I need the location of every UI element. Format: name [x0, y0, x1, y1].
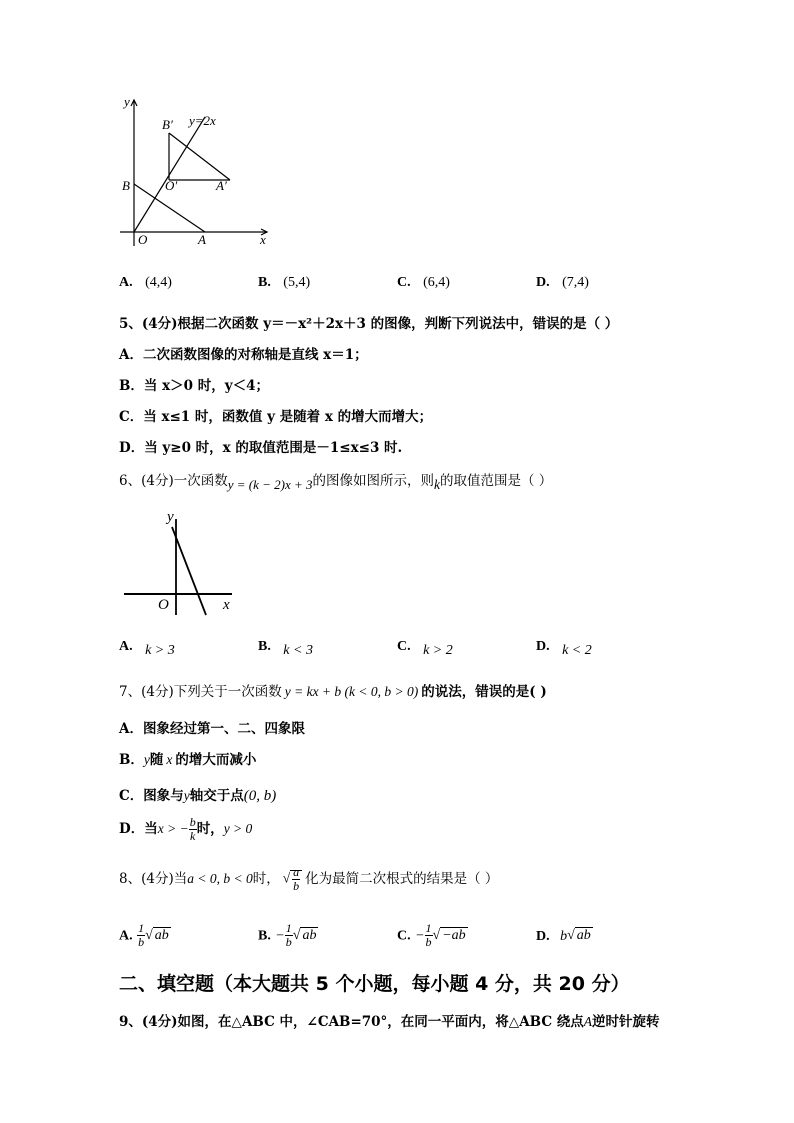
q7-option-d-den: k: [190, 829, 196, 843]
q7-option-d-num: b: [189, 815, 196, 829]
fig4-label-x: x: [260, 232, 266, 247]
q7-stem-prefix: 7、(4分)下列关于一次函数: [119, 684, 282, 700]
q5-option-a: A．二次函数图像的对称轴是直线 x＝1；: [119, 347, 368, 363]
q7-option-d-fraction: [189, 816, 197, 843]
option-label: B.: [258, 639, 271, 654]
q7-option-a: A．图象经过第一、二、四象限: [119, 721, 305, 737]
q5-option-d: D．当 y≥0 时，x 的取值范围是－1≤x≤3 时.: [119, 440, 403, 456]
q9-stem-suffix: 逆时针旋转: [592, 1014, 660, 1030]
q7-option-b-suffix: 的增大而减小: [175, 752, 257, 768]
q7-option-b-label: B．: [119, 752, 144, 768]
q6-stem-mid: 的图像如图所示，则: [312, 473, 435, 489]
fig4-label-B: B: [122, 178, 130, 193]
q4-option-b: [258, 274, 310, 291]
q6-option-c: [397, 638, 453, 658]
option-sign: −: [415, 928, 425, 944]
option-fraction: [425, 922, 433, 949]
q5-option-b: B．当 x＞0 时，y＜4；: [119, 378, 269, 394]
option-fraction: [137, 922, 145, 949]
option-value: k > 3: [145, 643, 175, 658]
fig4-label-O: O: [138, 232, 148, 247]
q7-option-c-point: (0, b): [243, 788, 277, 804]
q4-figure: [112, 92, 277, 252]
q7-option-d-x: x > −: [157, 821, 189, 836]
option-label: C.: [397, 275, 411, 290]
fig4-segment-B'A': [169, 133, 230, 180]
q7-option-c-mid: 轴交于点: [189, 788, 244, 804]
q8-rad-den: b: [293, 879, 300, 893]
q6-option-a: [119, 638, 175, 658]
option-label: A.: [119, 639, 133, 654]
q6-formula: y = (k − 2)x + 3: [227, 477, 313, 492]
q6-stem: [119, 469, 553, 492]
q6-option-d: [536, 638, 592, 658]
q9-stem: [119, 1010, 660, 1030]
option-value: (4,4): [145, 275, 172, 290]
q6-stem-prefix: 6、(4分)一次函数: [119, 473, 228, 489]
fig4-label-line: y=2x: [189, 113, 216, 128]
q4-option-d: [536, 274, 589, 291]
q8-option-d: [536, 928, 593, 945]
option-value: (6,4): [423, 275, 450, 290]
q8-stem-suffix: 化为最简二次根式的结果是（ ）: [305, 871, 499, 887]
fig4-label-Bprime: B′: [162, 117, 173, 132]
fig4-label-Aprime: A′: [216, 178, 227, 193]
option-value: k < 2: [562, 643, 592, 658]
option-radical: √ ab: [567, 928, 591, 943]
fig6-line: [172, 527, 206, 615]
fig4-label-y: y: [124, 94, 130, 109]
q7-option-c: [119, 784, 276, 805]
option-radicand: −ab: [442, 927, 466, 943]
option-label: A.: [119, 928, 133, 944]
option-value: k < 3: [283, 643, 313, 658]
q8-rad-fraction: [292, 866, 300, 893]
option-label: D.: [536, 929, 550, 944]
q9-point: A: [583, 1014, 593, 1029]
option-label: D.: [536, 275, 550, 290]
option-fraction: [285, 922, 293, 949]
option-value: (7,4): [562, 275, 589, 290]
option-radicand: ab: [576, 928, 591, 943]
q7-option-d-cond: y > 0: [223, 821, 253, 836]
option-num: 1: [285, 921, 292, 935]
option-label: C.: [397, 639, 411, 654]
q6-option-b: [258, 638, 313, 658]
q8-option-a: [119, 922, 171, 949]
q7-option-c-y: y: [183, 788, 190, 803]
option-value: (5,4): [283, 275, 311, 290]
q6-k: k: [434, 477, 441, 492]
q7-stem-suffix: 的说法，错误的是( ): [421, 684, 547, 700]
option-den: b: [285, 935, 292, 949]
option-radical: √ −ab: [432, 927, 466, 943]
option-label: B.: [258, 928, 271, 944]
q7-formula: y = kx + b (k < 0, b > 0): [284, 684, 419, 699]
q8-rad-num: a: [293, 865, 300, 879]
q7-option-b-mid: 随: [149, 752, 164, 768]
q5-option-c: C．当 x≤1 时，函数值 y 是随着 x 的增大而增大；: [119, 409, 433, 425]
option-radical: √ ab: [145, 927, 169, 943]
q8-radical: √ $\frac{a}{b}$: [283, 866, 302, 893]
section-2-title: 二、填空题（本大题共 5 个小题，每小题 4 分，共 20 分）: [119, 973, 630, 995]
q7-option-d-prefix: D．当: [119, 821, 158, 837]
q7-option-b: [119, 748, 256, 768]
q8-stem-mid: 时，: [252, 871, 280, 887]
q7-option-c-prefix: C．图象与: [119, 788, 184, 804]
option-label: C.: [397, 928, 411, 944]
option-sign: −: [275, 928, 285, 944]
option-radicand: ab: [302, 927, 317, 943]
option-den: b: [425, 935, 432, 949]
q5-stem: 5、(4分)根据二次函数 y＝－x²＋2x＋3 的图像，判断下列说法中，错误的是（ ）: [119, 316, 619, 332]
option-label: A.: [119, 275, 133, 290]
q8-stem: [119, 866, 498, 893]
q8-option-c: [397, 922, 468, 949]
q7-option-b-x: x: [166, 752, 173, 767]
q7-option-d-mid: 时，: [196, 821, 224, 837]
option-label: D.: [536, 639, 550, 654]
fig6-label-O: O: [158, 597, 169, 613]
option-radicand: ab: [154, 927, 169, 943]
fig4-label-Oprime: O′: [165, 178, 178, 193]
q8-stem-prefix: 8、(4分)当: [119, 871, 188, 887]
fig4-label-A: A: [198, 232, 206, 247]
option-coef: b: [560, 929, 568, 944]
option-num: 1: [138, 921, 145, 935]
q8-option-b: [258, 922, 318, 949]
option-den: b: [138, 935, 145, 949]
q4-option-c: [397, 274, 450, 291]
q4-option-a: [119, 274, 172, 291]
option-num: 1: [425, 921, 432, 935]
option-radical: √ ab: [292, 927, 317, 943]
q7-option-b-y: y: [143, 752, 150, 767]
q8-cond: a < 0, b < 0: [187, 871, 253, 886]
option-label: B.: [258, 275, 271, 290]
q9-stem-prefix: 9、(4分)如图，在△ABC 中，∠CAB=70°，在同一平面内，将△ABC 绕点: [119, 1014, 584, 1030]
fig6-label-x: x: [223, 597, 230, 613]
q7-option-d: [119, 816, 252, 843]
option-value: k > 2: [423, 643, 453, 658]
q7-stem: [119, 680, 547, 700]
q6-stem-suffix: 的取值范围是（ ）: [440, 473, 553, 489]
fig6-label-y: y: [167, 509, 174, 525]
q6-figure: [120, 505, 245, 620]
